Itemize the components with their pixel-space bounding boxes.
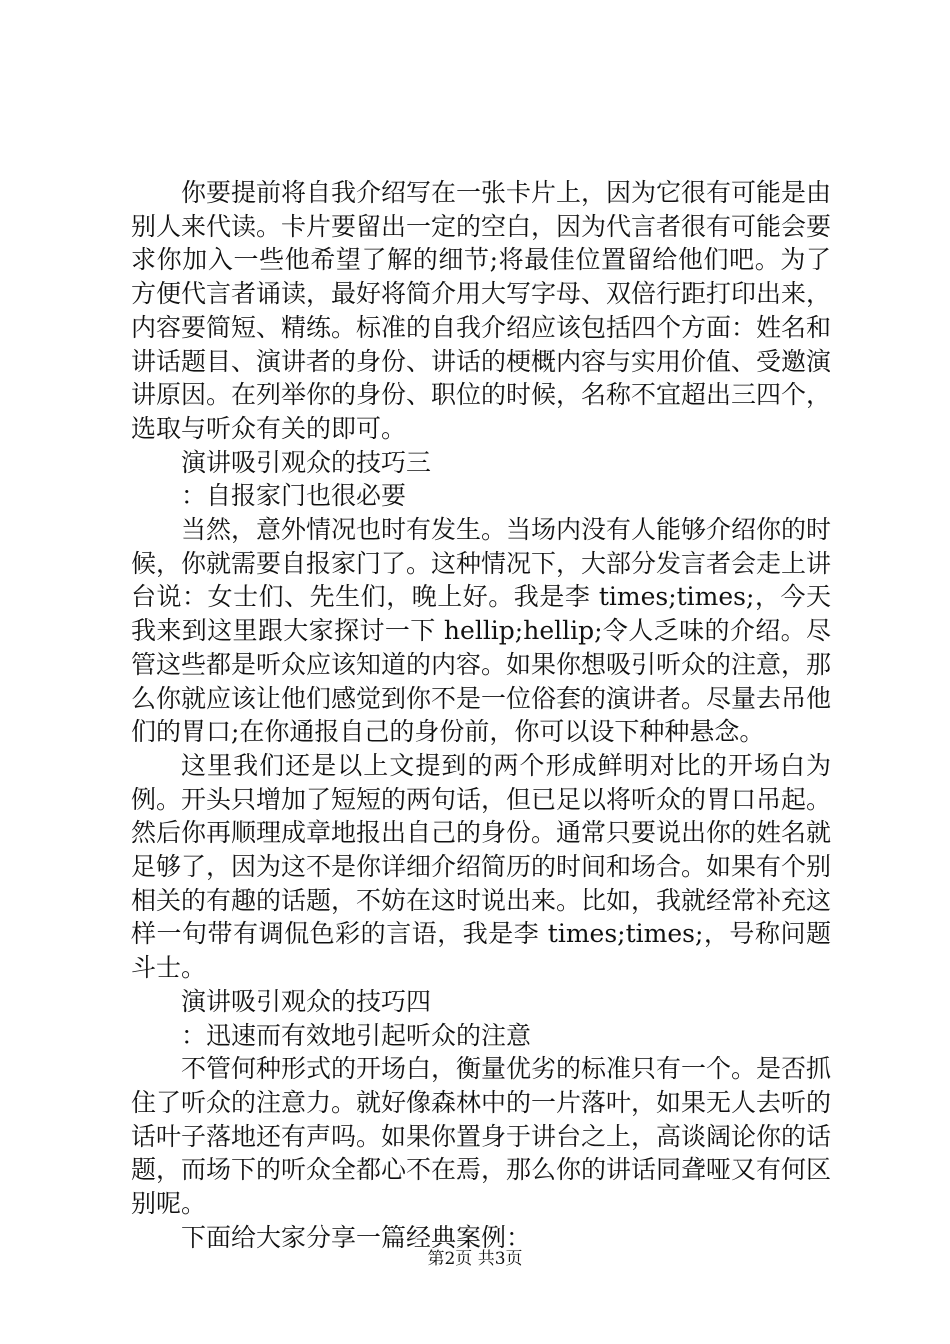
page-footer: 第2页 共3页 xyxy=(427,1249,523,1269)
section-subheading: ：迅速而有效地引起听众的注意 xyxy=(181,1020,532,1050)
section-heading: 演讲吸引观众的技巧四 xyxy=(181,986,432,1016)
paragraph: 你要提前将自我介绍写在一张卡片上，因为它很有可能是由别人来代读。卡片要留出一定的空白，因为代言者很有可能会要求你加入一些他希望了解的细节;将最佳位置留给他们吧。为了方便代言者诵读，最好将简介用大写字母、双倍行距打印出来，内容要简短、精练。标准的自我介绍应该包括四个方面：姓名和讲话题目、演讲者的身份、讲话的梗概内容与实用价值、受邀演讲原因。在列举你的身份、职位的时候，名称不宜超出三四个，选取与听众有关的即可。 xyxy=(131,178,832,443)
paragraph: 下面给大家分享一篇经典案例： xyxy=(181,1222,532,1252)
paragraph: 这里我们还是以上文提到的两个形成鲜明对比的开场白为例。开头只增加了短短的两句话，但已足以将听众的胃口吊起。然后你再顺理成章地报出自己的身份。通常只要说出你的姓名就足够了，因为这不是你详细介绍简历的时间和场合。如果有个别相关的有趣的话题，不妨在这时说出来。比如，我就经常补充这样一句带有调侃色彩的言语，我是李 times;times;，号称问题斗士。 xyxy=(131,750,832,983)
document-body xyxy=(131,176,831,1255)
section-heading: 演讲吸引观众的技巧三 xyxy=(181,447,432,477)
paragraph: 不管何种形式的开场白，衡量优劣的标准只有一个。是否抓住了听众的注意力。就好像森林中的一片落叶，如果无人去听的话叶子落地还有声吗。如果你置身于讲台之上，高谈阔论你的话题，而场下的听众全都心不在焉，那么你的讲话同聋哑又有何区别呢。 xyxy=(131,1054,832,1219)
paragraph: 当然，意外情况也时有发生。当场内没有人能够介绍你的时候，你就需要自报家门了。这种情况下，大部分发言者会走上讲台说：女士们、先生们，晚上好。我是李 times;times;，今天我来到这里跟大家探讨一下 hellip;hellip;令人乏味的介绍。尽管这些都是听众应该知道的内容。如果你想吸引听众的注意，那么你就应该让他们感觉到你不是一位俗套的演讲者。尽量去吊他们的胃口;在你通报自己的身份前，你可以设下种种悬念。 xyxy=(131,515,832,747)
section-subheading: ：自报家门也很必要 xyxy=(181,481,407,511)
